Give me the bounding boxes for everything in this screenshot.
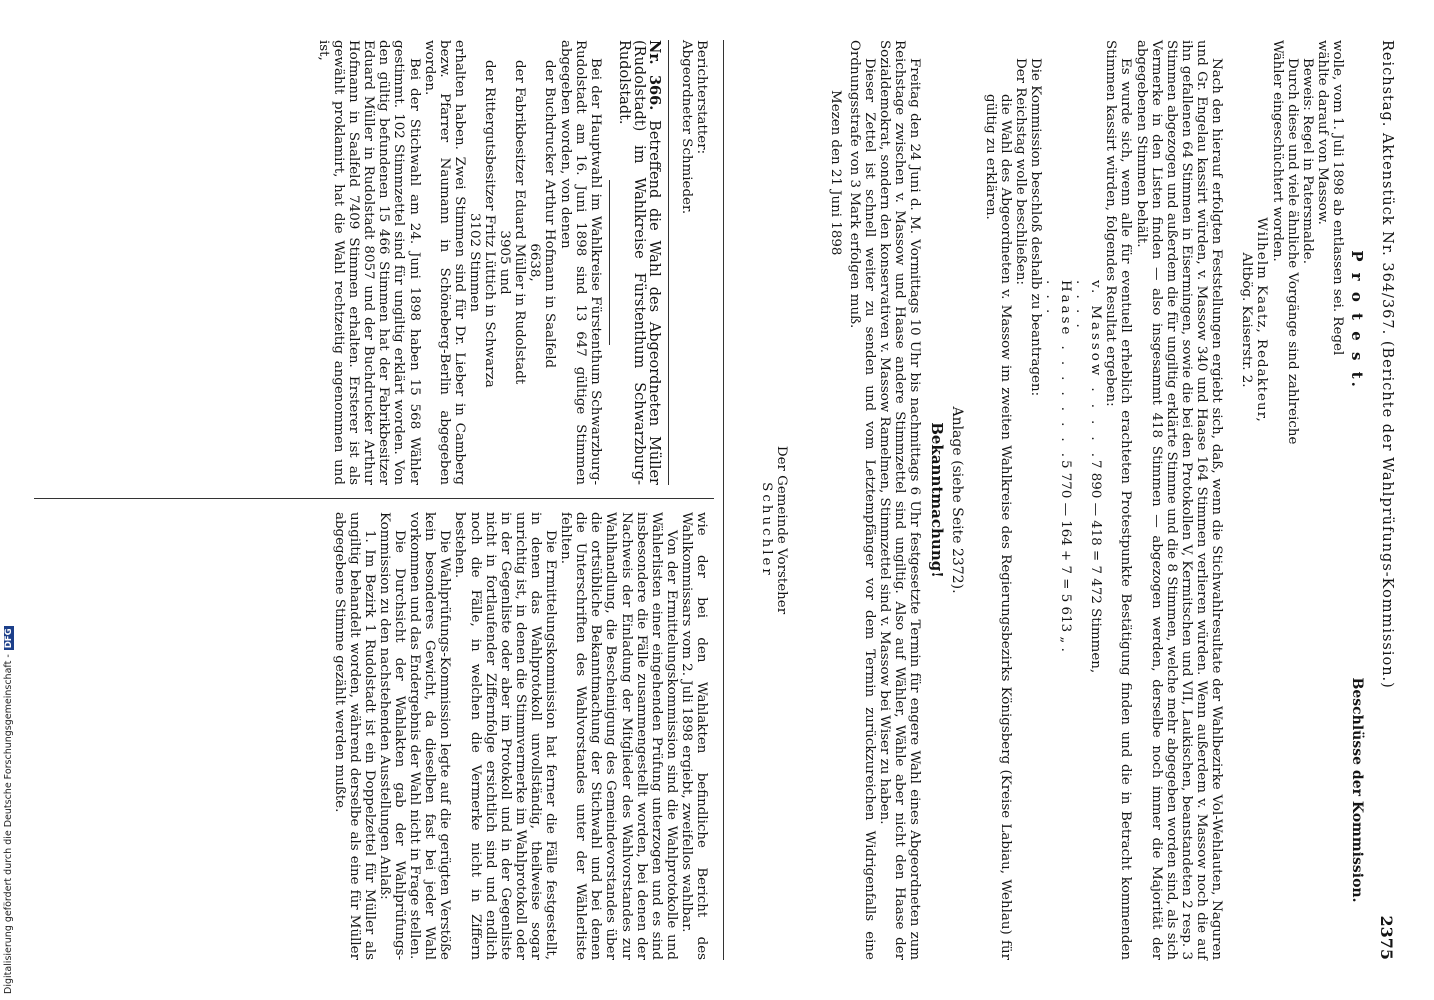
- signer-title: Der Gemeinde Vorsteher: [774, 445, 789, 615]
- bekanntmachung-block: [827, 40, 922, 960]
- calc-label: v. Massow . . . . . . . . .: [1073, 280, 1104, 460]
- commission-paragraph: die Wahl des Abgeordneten v. Massow im zweiten Wahlkreise des Regierungsbezirks Königsberg (Kreise Labiau, Wehlau) für gültig zu erklären.: [982, 94, 1013, 960]
- section-divider: [668, 40, 669, 485]
- calc-expr: 5 770 — 164 + 7 = 5 613 „ .: [1058, 460, 1074, 652]
- election-paragraph: erhalten haben. Zwei Stimmen sind für Dr. Lieber in Camberg bezw. Pfarrer Naumann in Schöneberg-Berlin abgegeben worden.: [421, 40, 467, 485]
- candidate-votes: 6638,: [527, 243, 543, 282]
- dfg-logo: DFG: [4, 628, 14, 649]
- commission-heading: Beschlüsse der Kommission.: [1349, 677, 1365, 903]
- bekanntmachung-date: Mezen den 21 Juni 1898: [827, 90, 843, 256]
- commission-paragraph: Die Kommission beschloß deshalb zu beantragen:: [1027, 58, 1043, 397]
- candidate-line: der Buchdrucker Arthur Hofmann in Saalfeld: [542, 60, 558, 369]
- findings-paragraph: wie der bei den Wahlakten befindliche Bericht des Wahlkommissars vom 2. Juli 1898 ergiebt, zweifellos wahlbar.: [678, 512, 709, 960]
- column-divider: [34, 498, 714, 499]
- protest-line: wolle, vom 1. Juli 1898 ab entlassen sei. Regel: [1329, 40, 1345, 356]
- protest-signer-address: Altbög. Kaiserstr. 2.: [1239, 252, 1255, 388]
- protest-line: Wähler eingeschüchtert worden.: [1269, 40, 1285, 262]
- heading-rule: [609, 180, 610, 345]
- bekanntmachung-signer: [759, 380, 789, 680]
- reporter-block: [679, 40, 709, 485]
- protest-line: Beweis: Regel in Patersmalde.: [1299, 58, 1315, 264]
- reporter-name: Abgeordneter Schmieder.: [678, 40, 694, 215]
- entry-heading: Betreffend die Wahl des Abgeordneten Müller (Rudolstadt) im Wahlkreise Fürstenthum Schwarzburg-Rudolstadt.: [615, 40, 662, 485]
- candidate-line: der Fabrikbesitzer Eduard Müller in Rudolstadt: [512, 60, 528, 385]
- findings-paragraph: Die Ermittelungskommission hat ferner die Fälle festgestellt, in denen das Wahlprotokoll unvollständig, theilweise sogar unrichtig ist, in denen die Stimmvermerke im Wahlprotokoll oder in der Gegenliste oder aber im Protokoll und in der Gegenliste nicht in fortlaufender Ziffernfolge ersichtlich sind und endlich noch die Fälle, in welchen die Vermerke nicht in Ziffern bestehen.: [452, 512, 559, 960]
- footer-label: Digitalisierung gefördert durch die Deutsche Forschungsgemeinschaft -: [3, 654, 14, 994]
- commission-paragraph: Es wurde sich, wenn alle für eventuell erheblich erachteten Protestpunkte Bestätigung finden und die in Betracht kommenden Stimmen kassirt würden, folgendes Resultat ergeben:: [1103, 40, 1134, 960]
- findings-paragraph: Von der Ermittelungskommission sind die Wahlprotokolle und Wählerlisten einer eingehenden Prüfung unterzogen und es sind insbesondere die Fälle zusammengestellt worden, bei denen der Nachweis der Einladung der Mitglieder des Wahlvorstandes zur Wahlhandlung, die Bescheinigung des Gemeindevorstandes über die ortsübliche Bekanntmachung der Stichwahl und bei denen die Unterschriften des Wahlvorstandes unter der Wählerliste fehlten.: [558, 512, 679, 960]
- commission-paragraph: Der Reichstag wolle beschließen:: [1012, 58, 1028, 286]
- election-paragraph: Bei der Stichwahl am 24. Juni 1898 haben 15 568 Wähler gestimmt. 102 Stimmzettel sind für ungiltig erklärt worden. Von den gültig befundenen 15 466 Stimmen hat der Fabrikbesitzer Eduard Müller in Rudolstadt 8057 und der Buchdrucker Arthur Hofmann in Saalfeld 7409 Stimmen erhalten. Ersterer ist als gewählt proklamirt, hat die Wahl rechtzeitig angenommen und ist,: [316, 40, 422, 485]
- findings-paragraph: 1. Im Bezirk 1 Rudolstadt ist ein Doppelzettel für Müller als ungiltig behandelt worden, während derselbe als eine für Müller abgegebene Stimme gezählt werden mußte.: [331, 512, 377, 960]
- candidate-votes: 3905 und: [497, 230, 513, 295]
- calc-label: Haase . . . . . . . . . . .: [1042, 280, 1074, 460]
- calc-row: [1073, 280, 1103, 960]
- candidate-votes: 3102 Stimmen: [466, 212, 482, 313]
- calc-row: [1043, 280, 1073, 960]
- bekanntmachung-paragraph: Freitag den 24 Juni d. M. Vormittags 10 Uhr bis nachmittags 6 Uhr festgesetzte Termin für engere Wahl eines Abgeordneten zum Reichstage zwischen v. Massow und Haase andere Stimmzettel sind ungiltig. Also auf Wähler, Wähle aber nicht den Haase der Sozialdemokrat, sondern den konservativen v. Massow Ramelmen, Stimmzettel sind v. Massow bei Wiser zu haben.: [876, 40, 922, 960]
- protest-line: Durch diese und viele ähnliche Vorgänge sind zahlreiche: [1284, 58, 1300, 445]
- entry-number: Nr. 366.: [646, 40, 663, 111]
- protest-title: P r o t e s t.: [1348, 250, 1366, 390]
- commission-findings-block: [332, 512, 709, 960]
- findings-paragraph: Die Durchsicht der Wahlakten gab der Wahlprüfungs-Kommission zu den nachstehenden Ausstellungen Anlaß:: [377, 512, 408, 960]
- footer-text: [3, 626, 14, 994]
- signer-name: Schuchler: [758, 482, 774, 578]
- anlage-line: Anlage (siehe Seite 2372).: [949, 406, 965, 594]
- bekanntmachung-paragraph: Dieser Zettel ist schnell weiter zu senden und vom Letztempfänger vor dem Termin zurückzureichen Widrigenfalls eine Ordnungsstrafe von 3 Mark erfolgen muß.: [846, 40, 877, 960]
- bekanntmachung-title: Bekanntmachung!: [928, 422, 946, 578]
- digitization-footer: [0, 0, 16, 1000]
- protest-signer-name: Wilhelm Kaatz, Redakteur,: [1254, 217, 1270, 423]
- election-366-block: [316, 40, 662, 485]
- commission-block: [983, 40, 1225, 960]
- commission-paragraph: Nach den hierauf erfolgten Feststellungen ergiebt sich, daß, wenn die Stichwahlresultate der Wahlbezirke Vol-Wehlauten, Naguren und Gr. Engelau kassirt würden, v. Massow 340 und Haase 164 Stimmen verlieren würden. Wenn außerdem v. Massow noch die auf ihn gefallenen 64 Stimmen in Eisermingen, sowie die bei den Protokollen V, Kermitschen und VII, Laukischen, beanstandeten 2 resp. 3 Stimmen abgezogen und außerdem die für ungiltig erklärte Stimme und die 8 Stimmen, welche mehr abgegeben worden sind, als sich Vermerke in den Listen finden — also insgesammt 418 Stimmen — abgezogen werden, derselbe noch immer die Majorität der abgegebenen Stimmen behält.: [1133, 40, 1224, 960]
- section-divider: [723, 40, 724, 960]
- calc-expr: 7 890 — 418 = 7 472 Stimmen,: [1088, 460, 1104, 674]
- reporter-label: Berichterstatter:: [694, 40, 709, 155]
- candidate-line: der Rittergutsbesitzer Fritz Lüttich in Schwarza: [482, 60, 498, 388]
- page-header: Reichstag. Aktenstück Nr. 364/367. (Berichte der Wahlprüfungs-Kommission.): [1379, 40, 1395, 689]
- protest-line: wählte darauf von Massow.: [1314, 40, 1330, 225]
- findings-paragraph: Die Wahlprüfungs-Kommission legte auf die gerügten Verstöße kein besonderes Gewicht, da dieselben fast bei jeder Wahl vorkommen und das Endergebnis der Wahl nicht in Frage stellen.: [407, 512, 453, 960]
- election-paragraph: Bei der Hauptwahl im Wahlkreise Fürstenthum Schwarzburg-Rudolstadt am 16. Juni 1898 sind 13 647 gültige Stimmen abgegeben worden, von denen: [557, 40, 603, 485]
- page-number: 2375: [1377, 915, 1396, 960]
- protest-block: [1239, 40, 1364, 600]
